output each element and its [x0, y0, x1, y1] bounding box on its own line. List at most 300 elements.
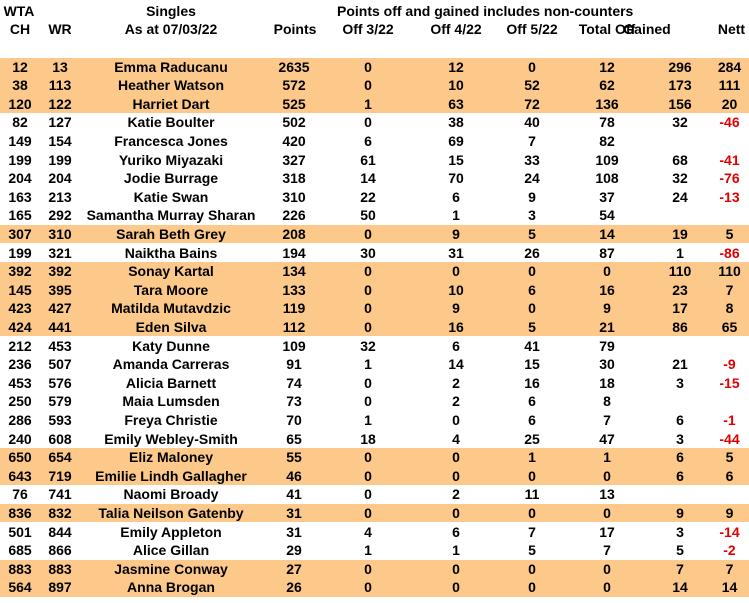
- cell-nett: 7: [725, 560, 734, 577]
- cell-points: 41: [286, 486, 302, 503]
- cell-nett: 6: [725, 467, 734, 484]
- cell-player: Tara Moore: [133, 281, 209, 298]
- cell-off-5: 5: [528, 225, 536, 242]
- cell-wr: 441: [48, 318, 72, 335]
- cell-off-4: 0: [452, 449, 460, 466]
- cell-total-off: 47: [599, 430, 615, 447]
- cell-player: Emily Webley-Smith: [104, 430, 238, 447]
- cell-ch: 424: [8, 318, 32, 335]
- cell-gained: 3: [676, 374, 684, 391]
- cell-gained: 6: [676, 449, 684, 466]
- cell-off-5: 11: [524, 486, 540, 503]
- cell-nett: 8: [725, 300, 734, 317]
- cell-off-3: 50: [360, 207, 376, 224]
- cell-gained: 6: [676, 467, 684, 484]
- header-off-5: Off 5/22: [506, 21, 558, 37]
- table-row: [0, 355, 749, 374]
- cell-off-5: 25: [524, 430, 540, 447]
- cell-nett: 7: [725, 281, 734, 298]
- cell-off-3: 0: [364, 486, 372, 503]
- cell-off-5: 5: [528, 542, 536, 559]
- table-row: [0, 113, 749, 132]
- cell-player: Freya Christie: [124, 411, 218, 428]
- cell-player: Talia Neilson Gatenby: [98, 504, 244, 521]
- cell-nett: -44: [719, 430, 740, 447]
- cell-total-off: 8: [603, 393, 611, 410]
- cell-off-3: 18: [360, 430, 376, 447]
- cell-off-3: 0: [364, 579, 372, 596]
- cell-nett: -13: [719, 188, 740, 205]
- cell-ch: 453: [8, 374, 32, 391]
- cell-wr: 113: [48, 77, 72, 94]
- cell-player: Emily Appleton: [120, 523, 222, 540]
- cell-gained: 5: [676, 542, 684, 559]
- cell-off-4: 0: [452, 560, 460, 577]
- header-total-off: Total Off: [578, 21, 636, 37]
- cell-off-5: 0: [528, 560, 536, 577]
- cell-total-off: 54: [599, 207, 615, 224]
- cell-ch: 165: [8, 207, 32, 224]
- cell-ch: 650: [8, 449, 32, 466]
- cell-off-5: 24: [524, 170, 540, 187]
- cell-ch: 250: [8, 393, 32, 410]
- cell-player: Naomi Broady: [123, 486, 219, 503]
- cell-off-3: 0: [364, 263, 372, 280]
- table-row: [0, 504, 749, 523]
- cell-gained: 3: [676, 430, 684, 447]
- cell-player: Alice Gillan: [132, 542, 210, 559]
- cell-points: 70: [286, 411, 302, 428]
- cell-player: Matilda Mutavdzic: [111, 300, 231, 317]
- header-off-4: Off 4/22: [430, 21, 482, 37]
- cell-off-3: 14: [360, 170, 376, 187]
- cell-wr: 154: [48, 132, 72, 149]
- cell-gained: 32: [672, 170, 688, 187]
- cell-nett: -9: [723, 356, 736, 373]
- cell-off-3: 0: [364, 77, 372, 94]
- cell-ch: 501: [8, 523, 32, 540]
- cell-off-4: 1: [452, 207, 460, 224]
- cell-off-5: 6: [528, 393, 536, 410]
- cell-off-4: 0: [452, 504, 460, 521]
- table-row: [0, 411, 749, 430]
- cell-nett: -2: [723, 542, 736, 559]
- cell-total-off: 0: [603, 263, 611, 280]
- cell-off-4: 15: [448, 151, 464, 168]
- cell-total-off: 7: [603, 542, 611, 559]
- cell-ch: 685: [8, 542, 32, 559]
- cell-points: 31: [286, 504, 302, 521]
- cell-off-4: 12: [448, 58, 464, 75]
- cell-total-off: 37: [599, 188, 615, 205]
- cell-ch: 145: [8, 281, 32, 298]
- cell-wr: 593: [48, 411, 72, 428]
- header-ch: CH: [9, 21, 31, 37]
- cell-ch: 392: [8, 263, 32, 280]
- cell-wr: 127: [48, 114, 72, 131]
- cell-off-4: 2: [452, 486, 460, 503]
- cell-nett: -41: [719, 151, 740, 168]
- cell-wr: 897: [48, 579, 72, 596]
- cell-off-4: 2: [452, 374, 460, 391]
- cell-off-5: 26: [524, 244, 540, 261]
- cell-wr: 204: [48, 170, 72, 187]
- cell-off-5: 16: [524, 374, 540, 391]
- cell-player: Heather Watson: [117, 77, 225, 94]
- cell-points: 208: [282, 225, 306, 242]
- cell-player: Maia Lumsden: [122, 393, 220, 410]
- cell-total-off: 1: [603, 449, 611, 466]
- cell-wr: 654: [48, 449, 72, 466]
- cell-off-5: 41: [524, 337, 540, 354]
- cell-off-5: 0: [528, 58, 536, 75]
- cell-off-5: 7: [528, 132, 536, 149]
- table-row: [0, 374, 749, 393]
- cell-off-4: 6: [452, 523, 460, 540]
- cell-wr: 13: [52, 58, 68, 75]
- table-row: [0, 467, 749, 486]
- cell-off-5: 15: [524, 356, 540, 373]
- cell-off-5: 52: [524, 77, 540, 94]
- cell-points: 310: [282, 188, 306, 205]
- cell-off-4: 6: [452, 337, 460, 354]
- table-row: [0, 448, 749, 467]
- cell-off-3: 0: [364, 225, 372, 242]
- cell-total-off: 136: [595, 95, 619, 112]
- cell-total-off: 87: [599, 244, 615, 261]
- cell-points: 55: [286, 449, 302, 466]
- cell-nett: 65: [721, 318, 738, 335]
- header-gained: Gained: [623, 21, 671, 37]
- cell-gained: 32: [672, 114, 688, 131]
- table-row: [0, 392, 749, 411]
- cell-player: Alicia Barnett: [125, 374, 217, 391]
- cell-off-4: 70: [448, 170, 464, 187]
- cell-ch: 204: [8, 170, 32, 187]
- cell-off-5: 6: [528, 281, 536, 298]
- cell-total-off: 21: [599, 318, 615, 335]
- cell-off-5: 7: [528, 523, 536, 540]
- cell-player: Emma Raducanu: [114, 58, 228, 75]
- cell-ch: 643: [8, 467, 32, 484]
- cell-ch: 76: [12, 486, 28, 503]
- cell-off-3: 0: [364, 114, 372, 131]
- header-singles: Singles: [146, 3, 196, 19]
- table-row: [0, 132, 749, 151]
- table-row: [0, 95, 749, 114]
- cell-player: Eliz Maloney: [128, 449, 214, 466]
- cell-player: Sonay Kartal: [128, 263, 214, 280]
- cell-gained: 296: [668, 58, 692, 75]
- cell-points: 318: [282, 170, 306, 187]
- cell-player: Katie Swan: [133, 188, 209, 205]
- cell-off-3: 30: [360, 244, 376, 261]
- cell-off-3: 0: [364, 504, 372, 521]
- cell-wr: 576: [48, 374, 72, 391]
- cell-points: 119: [282, 300, 306, 317]
- cell-ch: 199: [8, 151, 32, 168]
- cell-points: 31: [286, 523, 302, 540]
- table-row: [0, 560, 749, 579]
- cell-ch: 120: [8, 95, 32, 112]
- cell-off-3: 0: [364, 318, 372, 335]
- cell-wr: 844: [48, 523, 72, 540]
- table-row: [0, 541, 749, 560]
- cell-points: 29: [286, 542, 302, 559]
- cell-player: Harriet Dart: [132, 95, 210, 112]
- cell-wr: 199: [48, 151, 72, 168]
- cell-nett: 20: [721, 95, 738, 112]
- cell-nett: -76: [719, 170, 740, 187]
- cell-off-3: 1: [364, 356, 372, 373]
- cell-off-4: 63: [448, 95, 464, 112]
- cell-player: Katy Dunne: [132, 337, 210, 354]
- cell-wr: 883: [48, 560, 72, 577]
- cell-total-off: 0: [603, 504, 611, 521]
- header-as-at: As at 07/03/22: [124, 21, 218, 37]
- cell-points: 134: [282, 263, 306, 280]
- cell-ch: 240: [8, 430, 32, 447]
- cell-player: Samantha Murray Sharan: [86, 207, 256, 224]
- cell-ch: 163: [8, 188, 32, 205]
- cell-nett: -15: [719, 374, 740, 391]
- cell-wr: 427: [48, 300, 72, 317]
- cell-points: 112: [282, 318, 306, 335]
- cell-points: 91: [286, 356, 302, 373]
- cell-off-3: 0: [364, 300, 372, 317]
- cell-off-4: 9: [452, 225, 460, 242]
- cell-total-off: 12: [599, 58, 615, 75]
- cell-off-5: 6: [528, 411, 536, 428]
- cell-off-3: 22: [360, 188, 376, 205]
- cell-nett: 5: [725, 225, 734, 242]
- cell-off-3: 0: [364, 281, 372, 298]
- cell-total-off: 13: [599, 486, 615, 503]
- cell-wr: 395: [48, 281, 72, 298]
- cell-off-4: 14: [448, 356, 464, 373]
- cell-gained: 19: [672, 225, 688, 242]
- cell-off-3: 0: [364, 374, 372, 391]
- cell-points: 27: [286, 560, 302, 577]
- cell-player: Francesca Jones: [114, 132, 228, 149]
- cell-wr: 832: [48, 504, 72, 521]
- cell-off-4: 4: [452, 430, 460, 447]
- table-row: [0, 225, 749, 244]
- cell-wr: 292: [48, 207, 72, 224]
- table-row: [0, 318, 749, 337]
- cell-off-4: 10: [448, 77, 464, 94]
- cell-off-5: 9: [528, 188, 536, 205]
- cell-off-4: 2: [452, 393, 460, 410]
- cell-total-off: 30: [599, 356, 615, 373]
- cell-off-5: 33: [524, 151, 540, 168]
- cell-wr: 741: [48, 486, 72, 503]
- cell-off-5: 0: [528, 263, 536, 280]
- cell-total-off: 16: [599, 281, 615, 298]
- cell-points: 572: [282, 77, 306, 94]
- cell-total-off: 108: [595, 170, 619, 187]
- cell-off-5: 40: [524, 114, 540, 131]
- cell-nett: -86: [719, 244, 740, 261]
- header-wr: WR: [48, 21, 72, 37]
- cell-off-4: 6: [452, 188, 460, 205]
- cell-off-3: 1: [364, 542, 372, 559]
- header-nett: Nett: [717, 21, 746, 37]
- table-row: [0, 299, 749, 318]
- table-row: [0, 188, 749, 207]
- cell-off-4: 31: [448, 244, 464, 261]
- header-note: Points off and gained includes non-counters: [337, 3, 634, 19]
- cell-player: Naiktha Bains: [124, 244, 218, 261]
- cell-wr: 321: [48, 244, 72, 261]
- table-row: [0, 430, 749, 449]
- cell-points: 327: [282, 151, 306, 168]
- cell-points: 2635: [278, 58, 310, 75]
- cell-off-4: 0: [452, 467, 460, 484]
- cell-off-4: 0: [452, 579, 460, 596]
- cell-gained: 68: [672, 151, 688, 168]
- cell-wr: 579: [48, 393, 72, 410]
- cell-total-off: 109: [595, 151, 619, 168]
- cell-off-5: 0: [528, 467, 536, 484]
- cell-gained: 9: [676, 504, 684, 521]
- cell-ch: 199: [8, 244, 32, 261]
- cell-off-4: 69: [448, 132, 464, 149]
- cell-off-4: 0: [452, 411, 460, 428]
- cell-off-3: 0: [364, 449, 372, 466]
- cell-off-4: 38: [448, 114, 464, 131]
- cell-wr: 213: [48, 188, 72, 205]
- table-row: [0, 485, 749, 504]
- table-row: [0, 206, 749, 225]
- cell-off-5: 0: [528, 300, 536, 317]
- cell-points: 502: [282, 114, 306, 131]
- cell-ch: 286: [8, 411, 32, 428]
- table-row: [0, 337, 749, 356]
- table-row: [0, 523, 749, 542]
- table-row: [0, 169, 749, 188]
- cell-points: 46: [286, 467, 302, 484]
- cell-off-4: 10: [448, 281, 464, 298]
- cell-off-3: 1: [364, 411, 372, 428]
- cell-gained: 86: [672, 318, 688, 335]
- cell-off-3: 0: [364, 467, 372, 484]
- cell-off-5: 3: [528, 207, 536, 224]
- cell-gained: 17: [672, 300, 688, 317]
- cell-wr: 608: [48, 430, 72, 447]
- cell-off-4: 16: [448, 318, 464, 335]
- cell-player: Katie Boulter: [127, 114, 215, 131]
- cell-total-off: 62: [599, 77, 615, 94]
- cell-off-3: 1: [364, 95, 372, 112]
- cell-ch: 236: [8, 356, 32, 373]
- cell-points: 133: [282, 281, 306, 298]
- cell-total-off: 82: [599, 132, 615, 149]
- header-wta: WTA: [3, 3, 35, 19]
- cell-total-off: 0: [603, 467, 611, 484]
- cell-points: 26: [286, 579, 302, 596]
- cell-off-5: 1: [528, 449, 536, 466]
- cell-nett: 5: [725, 449, 734, 466]
- cell-off-4: 0: [452, 263, 460, 280]
- cell-off-4: 9: [452, 300, 460, 317]
- cell-off-3: 61: [360, 151, 376, 168]
- cell-wr: 122: [48, 95, 72, 112]
- cell-wr: 719: [48, 467, 72, 484]
- cell-nett: 9: [725, 504, 734, 521]
- cell-nett: 14: [721, 579, 738, 596]
- cell-points: 74: [286, 374, 302, 391]
- cell-wr: 866: [48, 542, 72, 559]
- cell-gained: 14: [672, 579, 688, 596]
- cell-ch: 82: [12, 114, 28, 131]
- cell-total-off: 9: [603, 300, 611, 317]
- cell-player: Yuriko Miyazaki: [118, 151, 224, 168]
- cell-points: 65: [286, 430, 302, 447]
- table-row: [0, 281, 749, 300]
- cell-total-off: 17: [599, 523, 615, 540]
- cell-nett: 111: [718, 77, 741, 94]
- cell-total-off: 0: [603, 579, 611, 596]
- cell-player: Sarah Beth Grey: [116, 225, 226, 242]
- cell-player: Anna Brogan: [127, 579, 215, 596]
- cell-points: 194: [282, 244, 306, 261]
- cell-ch: 564: [8, 579, 32, 596]
- cell-off-3: 0: [364, 560, 372, 577]
- cell-gained: 110: [668, 263, 692, 280]
- cell-player: Jodie Burrage: [123, 170, 219, 187]
- cell-off-5: 0: [528, 504, 536, 521]
- table-row: [0, 578, 749, 597]
- table-row: [0, 151, 749, 170]
- cell-total-off: 0: [603, 560, 611, 577]
- header-off-3: Off 3/22: [342, 21, 394, 37]
- cell-player: Eden Silva: [135, 318, 207, 335]
- cell-gained: 7: [676, 560, 684, 577]
- cell-points: 109: [282, 337, 306, 354]
- cell-gained: 3: [676, 523, 684, 540]
- cell-player: Amanda Carreras: [112, 356, 230, 373]
- cell-nett: -1: [723, 411, 736, 428]
- cell-ch: 423: [8, 300, 32, 317]
- cell-off-5: 72: [524, 95, 540, 112]
- cell-ch: 307: [8, 225, 32, 242]
- table-row: [0, 244, 749, 263]
- cell-player: Jasmine Conway: [114, 560, 228, 577]
- cell-wr: 392: [48, 263, 72, 280]
- cell-wr: 453: [48, 337, 72, 354]
- cell-gained: 156: [668, 95, 692, 112]
- cell-off-3: 32: [360, 337, 376, 354]
- table-row: [0, 76, 749, 95]
- cell-gained: 21: [672, 356, 688, 373]
- cell-total-off: 14: [599, 225, 615, 242]
- cell-nett: 284: [717, 58, 742, 75]
- cell-points: 73: [286, 393, 302, 410]
- cell-total-off: 18: [599, 374, 615, 391]
- header-points: Points: [273, 21, 317, 37]
- cell-gained: 173: [668, 77, 692, 94]
- cell-off-3: 6: [364, 132, 372, 149]
- cell-off-4: 1: [452, 542, 460, 559]
- cell-nett: -46: [719, 114, 740, 131]
- cell-points: 226: [282, 207, 306, 224]
- cell-total-off: 7: [603, 411, 611, 428]
- cell-nett: -14: [719, 523, 740, 540]
- cell-gained: 1: [676, 244, 684, 261]
- cell-ch: 38: [12, 77, 28, 94]
- cell-ch: 883: [8, 560, 32, 577]
